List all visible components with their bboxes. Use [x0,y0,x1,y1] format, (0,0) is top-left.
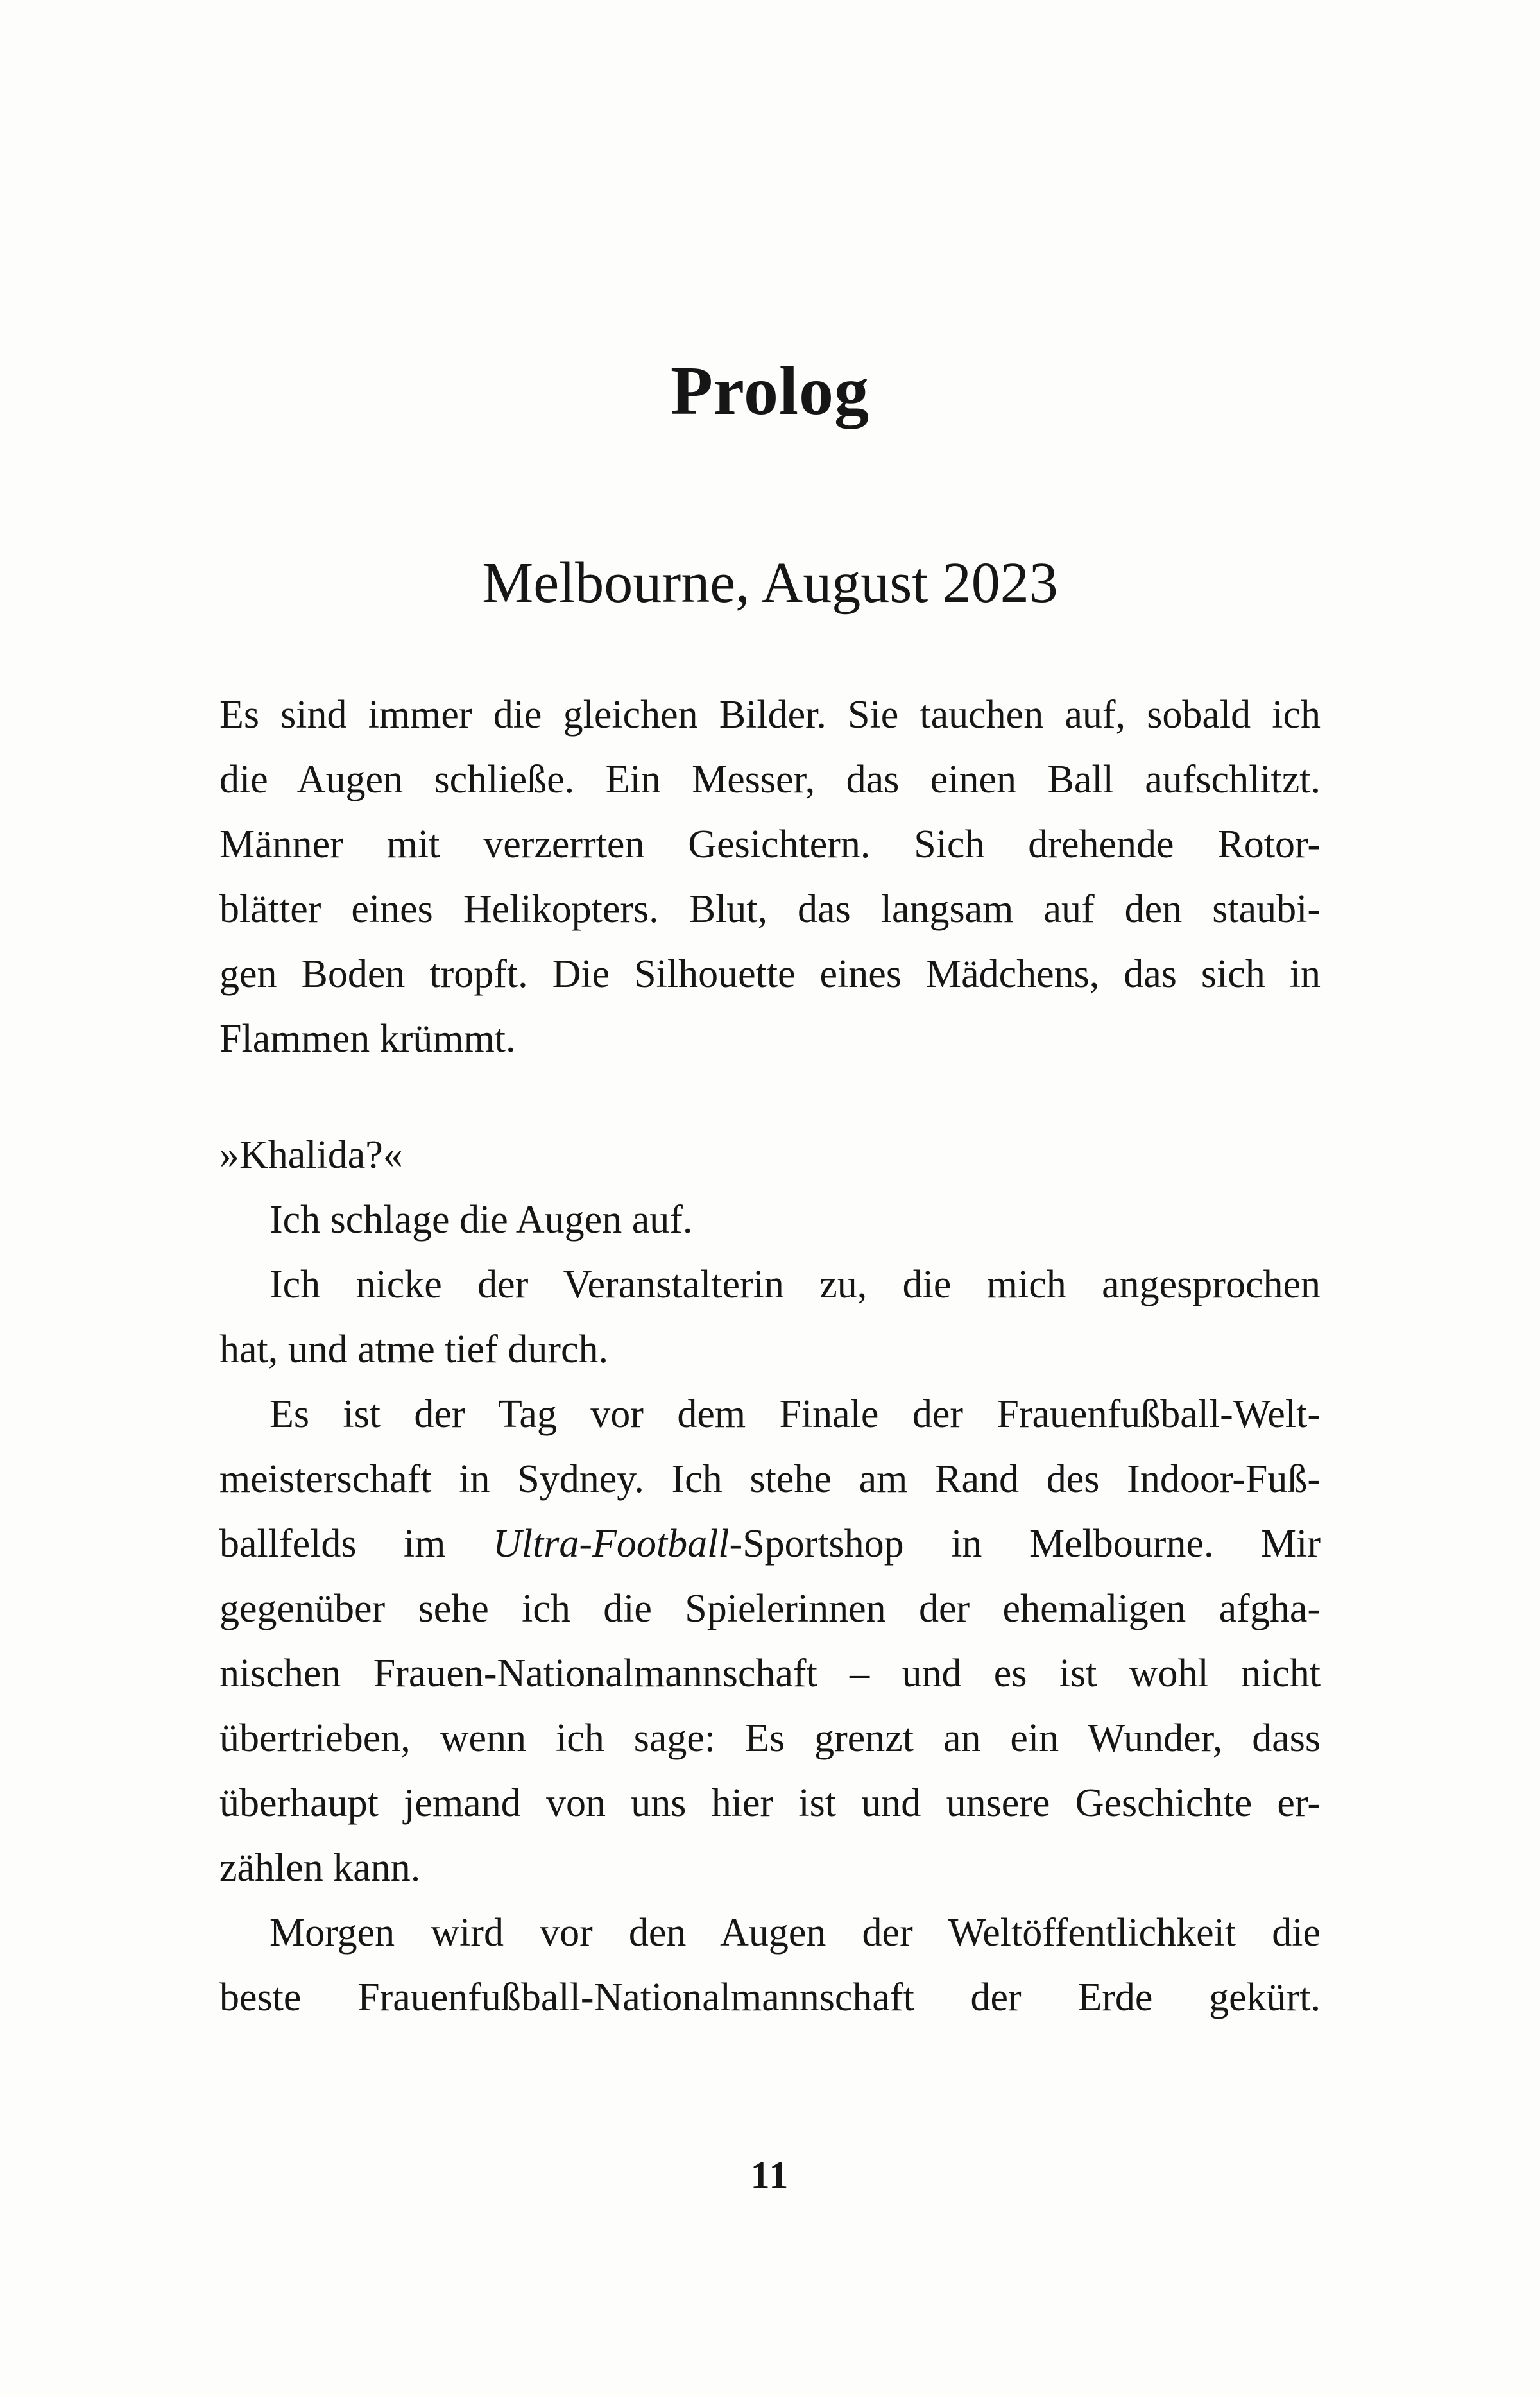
paragraph-veranstalterin [219,1253,1321,1382]
body-text [219,683,1321,2030]
text-line: Flammen krümmt. [219,1017,516,1061]
text-line: gegenüber sehe ich die Spielerinnen der ehemaligen afgha- [219,1587,1321,1630]
text-line: überhaupt jemand von uns hier ist und unsere Geschichte er- [219,1781,1321,1825]
text-segment: -Sportshop in Melbourne. Mir [729,1522,1321,1566]
text-line: meisterschaft in Sydney. Ich stehe am Rand des Indoor-Fuß- [219,1457,1321,1501]
chapter-subtitle: Melbourne, August 2023 [482,551,1058,615]
page-number: 11 [750,2154,790,2196]
text-line: Männer mit verzerrten Gesichtern. Sich drehende Rotor- [219,823,1321,866]
text-line: zählen kann. [219,1846,421,1890]
paragraph-khalida [219,1123,1321,1188]
text-line: Morgen wird vor den Augen der Weltöffentlichkeit die [270,1911,1321,1955]
paragraph-finale [219,1382,1321,1901]
chapter-title: Prolog [671,353,869,429]
text-line: blätter eines Helikopters. Blut, das langsam auf den staubi- [219,887,1321,931]
paragraph-opening [219,683,1321,1072]
text-line: übertrieben, wenn ich sage: Es grenzt an ein Wunder, dass [219,1716,1321,1760]
paragraph-augen-auf [219,1188,1321,1253]
text-line: hat, und atme tief durch. [219,1328,609,1371]
text-line: Es sind immer die gleichen Bilder. Sie tauchen auf, sobald ich [219,693,1321,737]
text-segment: ballfelds im [219,1522,493,1566]
text-line: Ich nicke der Veranstalterin zu, die mich angesprochen [270,1263,1321,1306]
text-line: nischen Frauen-Nationalmannschaft – und es ist wohl nicht [219,1652,1321,1695]
text-line: Es ist der Tag vor dem Finale der Frauenfußball-Welt- [270,1392,1321,1436]
text-line: Ich schlage die Augen auf. [270,1198,693,1242]
text-line: beste Frauenfußball-Nationalmannschaft der Erde gekürt. [219,1976,1321,2019]
paragraph-morgen [219,1901,1321,2030]
text-line: die Augen schließe. Ein Messer, das einen Ball aufschlitzt. [219,758,1321,801]
text-line-with-italic [219,1512,1321,1577]
text-line: gen Boden tropft. Die Silhouette eines Mädchens, das sich in [219,952,1321,996]
text-line: »Khalida?« [219,1133,403,1177]
shop-name-italic: Ultra-Football [492,1522,730,1566]
